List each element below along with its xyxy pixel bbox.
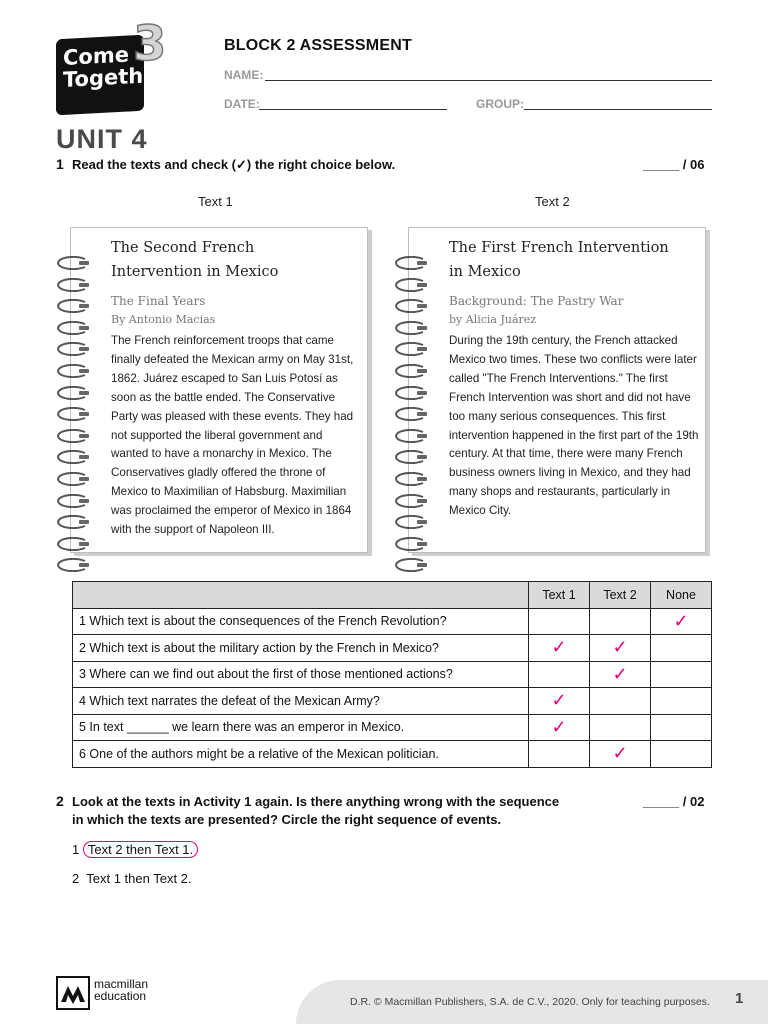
option-2-text: Text 1 then Text 2. — [86, 871, 192, 886]
spiral-ring-icon — [55, 472, 89, 486]
table-row — [73, 688, 712, 715]
text-1-byline: By Antonio Macias — [111, 313, 216, 326]
text-2-subtitle: Background: The Pastry War — [449, 294, 624, 308]
option-1[interactable] — [72, 842, 198, 857]
spiral-ring-icon — [393, 515, 427, 529]
spiral-ring-icon — [55, 494, 89, 508]
spiral-ring-icon — [55, 278, 89, 292]
spiral-ring-icon — [55, 321, 89, 335]
spiral-ring-icon — [393, 429, 427, 443]
activity-1-instruction: Read the texts and check (✓) the right choice below. — [72, 157, 396, 172]
text-2-body: During the 19th century, the French attacked Mexico two times. These two conflicts were later called "The French Interventions." The first French Intervention was short and did not have too many serious consequences. This first intervention happened in the first part of the 19th century. At that time, there were many French business owners living in Mexico, and they had many shops and restaurants, particularly in Mexico City. — [449, 334, 699, 518]
spiral-ring-icon — [55, 386, 89, 400]
text-1-check-cell[interactable]: ✓ — [529, 688, 590, 715]
text-1-title-line-1: The Second French — [111, 240, 255, 256]
spiral-ring-icon — [393, 342, 427, 356]
spiral-ring-icon — [393, 299, 427, 313]
date-field[interactable] — [259, 109, 447, 110]
spiral-ring-icon — [55, 299, 89, 313]
text-2-check-cell[interactable] — [590, 714, 651, 741]
spiral-ring-icon — [55, 558, 89, 572]
activity-1-score: _____ / 06 — [643, 157, 705, 172]
table-row — [73, 635, 712, 662]
spiral-ring-icon — [393, 558, 427, 572]
text-2-check-cell[interactable] — [590, 688, 651, 715]
activity-2-number: 2 — [56, 793, 64, 809]
spiral-ring-icon — [55, 342, 89, 356]
spiral-ring-icon — [55, 515, 89, 529]
none-check-cell[interactable]: ✓ — [651, 608, 712, 635]
activity-2-instruction-line-2: in which the texts are presented? Circle the right sequence of events. — [72, 812, 502, 827]
copyright-notice: D.R. © Macmillan Publishers, S.A. de C.V., 2020. Only for teaching purposes. — [350, 996, 710, 1008]
option-1-text: Text 2 then Text 1. — [83, 841, 198, 858]
question-cell: 3 Where can we find out about the first of those mentioned actions? — [73, 661, 529, 688]
unit-title: UNIT 4 — [56, 124, 148, 154]
none-check-cell[interactable] — [651, 661, 712, 688]
question-cell: 6 One of the authors might be a relative of the Mexican politician. — [73, 741, 529, 768]
table-header-row — [73, 582, 712, 609]
spiral-ring-icon — [393, 321, 427, 335]
text-1-check-cell[interactable] — [529, 741, 590, 768]
question-cell: 4 Which text narrates the defeat of the Mexican Army? — [73, 688, 529, 715]
activity-2-instruction-line-1: Look at the texts in Activity 1 again. Is there anything wrong with the sequence — [72, 794, 560, 809]
text-2-check-cell[interactable]: ✓ — [590, 741, 651, 768]
group-label: GROUP: — [476, 97, 524, 111]
activity-2-score: _____ / 02 — [643, 794, 705, 809]
table-row — [73, 608, 712, 635]
table-header-question — [73, 582, 529, 609]
text-1-check-cell[interactable]: ✓ — [529, 714, 590, 741]
spiral-ring-icon — [393, 386, 427, 400]
spiral-ring-icon — [393, 450, 427, 464]
spiral-ring-icon — [55, 364, 89, 378]
publisher-line-1: macmillan — [94, 977, 149, 991]
spiral-binding — [55, 256, 89, 580]
logo-line-2: Together — [63, 62, 168, 92]
question-cell: 1 Which text is about the consequences of the French Revolution? — [73, 608, 529, 635]
option-1-number: 1 — [72, 842, 80, 857]
activity-1-number: 1 — [56, 156, 64, 172]
macmillan-logo — [56, 976, 156, 1012]
text-2-title-line-2: in Mexico — [449, 264, 521, 280]
text-1-check-cell[interactable] — [529, 608, 590, 635]
block-title: BLOCK 2 ASSESSMENT — [224, 37, 412, 54]
none-check-cell[interactable] — [651, 635, 712, 662]
text-2-caption: Text 2 — [535, 194, 570, 209]
answer-table — [72, 581, 712, 768]
spiral-ring-icon — [393, 407, 427, 421]
spiral-ring-icon — [55, 537, 89, 551]
spiral-ring-icon — [393, 256, 427, 270]
none-check-cell[interactable] — [651, 741, 712, 768]
text-2-check-cell[interactable]: ✓ — [590, 661, 651, 688]
logo-line-1: Come — [63, 42, 129, 70]
text-1-card — [70, 227, 368, 553]
spiral-ring-icon — [393, 494, 427, 508]
come-together-logo — [56, 35, 168, 116]
spiral-ring-icon — [55, 450, 89, 464]
text-1-caption: Text 1 — [198, 194, 233, 209]
text-2-check-cell[interactable] — [590, 608, 651, 635]
spiral-binding — [393, 256, 427, 580]
table-row — [73, 661, 712, 688]
spiral-ring-icon — [55, 407, 89, 421]
table-header-text-2: Text 2 — [590, 582, 651, 609]
name-label: NAME: — [224, 68, 264, 82]
none-check-cell[interactable] — [651, 714, 712, 741]
option-2[interactable] — [72, 871, 192, 886]
spiral-ring-icon — [393, 472, 427, 486]
option-2-number: 2 — [72, 871, 80, 886]
table-row — [73, 714, 712, 741]
text-1-check-cell[interactable]: ✓ — [529, 635, 590, 662]
spiral-ring-icon — [55, 429, 89, 443]
spiral-ring-icon — [393, 364, 427, 378]
text-1-check-cell[interactable] — [529, 661, 590, 688]
question-cell: 2 Which text is about the military action by the French in Mexico? — [73, 635, 529, 662]
name-field[interactable] — [265, 80, 712, 81]
text-1-title-line-2: Intervention in Mexico — [111, 264, 279, 280]
none-check-cell[interactable] — [651, 688, 712, 715]
publisher-line-2: education — [94, 989, 147, 1003]
date-label: DATE: — [224, 97, 260, 111]
spiral-ring-icon — [55, 256, 89, 270]
macmillan-mark-icon — [56, 976, 90, 1010]
table-row — [73, 741, 712, 768]
table-header-none: None — [651, 582, 712, 609]
spiral-ring-icon — [393, 278, 427, 292]
text-2-card — [408, 227, 706, 553]
spiral-ring-icon — [393, 537, 427, 551]
question-cell: 5 In text ______ we learn there was an emperor in Mexico. — [73, 714, 529, 741]
table-header-text-1: Text 1 — [529, 582, 590, 609]
text-2-byline: by Alicia Juárez — [449, 313, 537, 326]
text-1-subtitle: The Final Years — [111, 294, 206, 308]
text-1-body: The French reinforcement troops that came finally defeated the Mexican army on May 31st, 1862. Juárez escaped to San Luis Potosí as soon as the battle ended. The Conservative Party was pleased with these events. They had not supported the liberal government and wanted to have a monarchy in Mexico. The Conservatives gladly offered the throne of Mexico to Maximilian of Habsburg. Maximilian was proclaimed the emperor of Mexico in 1864 with the support of Napoleon III. — [111, 334, 354, 537]
page-number: 1 — [735, 990, 744, 1007]
text-2-check-cell[interactable]: ✓ — [590, 635, 651, 662]
group-field[interactable] — [524, 109, 712, 110]
text-2-title-line-1: The First French Intervention — [449, 240, 669, 256]
logo-number: 3 — [133, 16, 167, 72]
